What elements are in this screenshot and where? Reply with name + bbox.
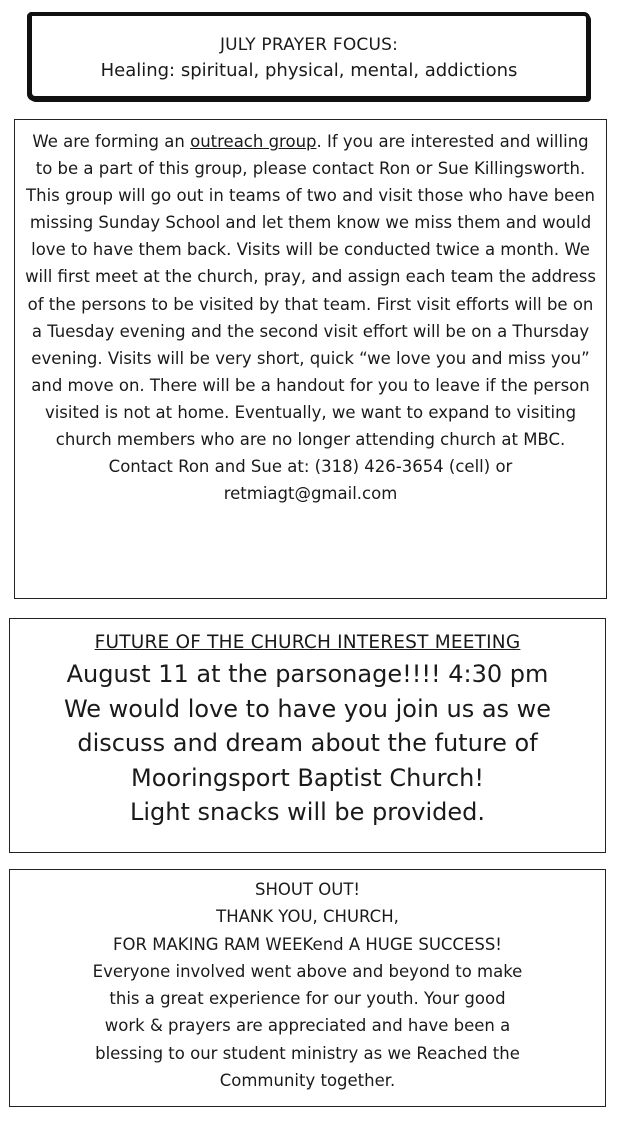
outreach-intro-after: . If you are interested and willing to be a part of this group, please contact Ron or Sue Killingsworth. This group will go out in teams of two and visit those who have been missing Sunday School and let them know we miss them and would love to have them back. Visits will be conducted twice a month. We will first meet at the church, pray, and assign each team the address of the persons to be visited by that team. First visit efforts will be on a Tuesday evening and the second visit effort will be on a Thursday evening. Visits will be very short, quick “we love you and miss you” and move on. There will be a handout for you to leave if the person visited is not at home. Eventually, we want to expand to visiting church members who are no longer attending church at MBC. Contact Ron and Sue at: (318) 426-3654 (cell) or retmiagt@gmail.com <box>25 132 596 504</box>
prayer-focus-box <box>28 12 590 100</box>
future-meeting-heading: FUTURE OF THE CHURCH INTEREST MEETING <box>94 632 521 653</box>
shout-out-line: Community together. <box>219 1071 396 1091</box>
shout-out-line: work & prayers are appreciated and have been a <box>104 1016 511 1036</box>
shout-out-line: this a great experience for our youth. Your good <box>109 989 506 1009</box>
future-meeting-line: Mooringsport Baptist Church! <box>131 763 484 792</box>
future-meeting-line: August 11 at the parsonage!!!! 4:30 pm <box>66 660 549 688</box>
future-meeting-box <box>9 618 606 853</box>
future-meeting-line: Light snacks will be provided. <box>129 798 486 826</box>
outreach-intro-before: We are forming an <box>32 132 191 151</box>
shout-out-line: blessing to our student ministry as we Reached the <box>95 1043 520 1063</box>
outreach-group-link: outreach group <box>190 132 317 151</box>
shout-out-line: Everyone involved went above and beyond to make <box>92 961 523 981</box>
outreach-paragraph <box>25 128 596 507</box>
shout-out-line: THANK YOU, CHURCH, <box>216 907 399 927</box>
prayer-focus-title: JULY PRAYER FOCUS: <box>219 35 399 55</box>
shout-out-title: SHOUT OUT! <box>254 880 361 899</box>
future-meeting-line: discuss and dream about the future of <box>77 729 538 757</box>
outreach-box <box>14 119 607 599</box>
future-meeting-line: We would love to have you join us as we <box>63 694 552 723</box>
shout-out-box <box>9 869 606 1107</box>
prayer-focus-subtitle: Healing: spiritual, physical, mental, addictions <box>100 60 518 81</box>
shout-out-line: FOR MAKING RAM WEEKend A HUGE SUCCESS! <box>113 934 502 954</box>
